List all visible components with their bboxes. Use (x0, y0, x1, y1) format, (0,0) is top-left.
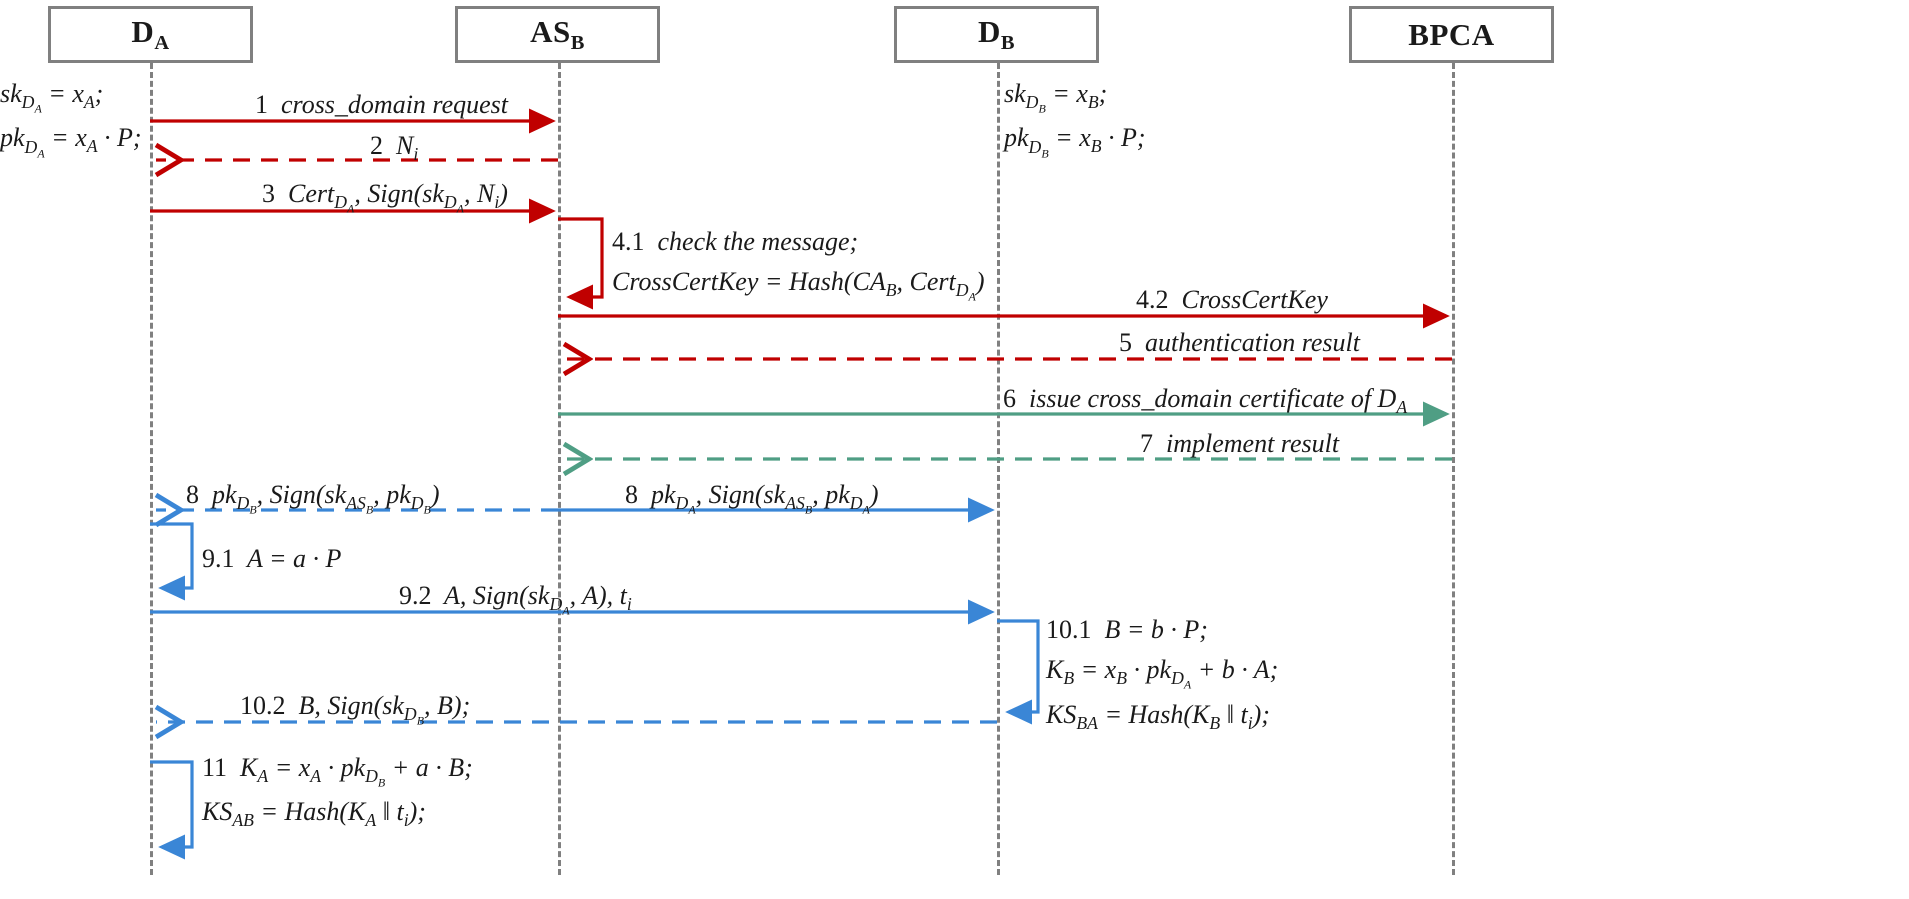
msg-9-2-label: 9.2 A, $Sign(sk_{D_A}$, A), $t_i$ (399, 581, 632, 618)
msg-3-label: 3 Cert$_{D_A}$, $Sign(sk_{D_A}$, $N_i$) (262, 179, 508, 216)
note-da-keys (0, 74, 142, 163)
msg-11-label (202, 748, 473, 835)
msg-10-1-line-2: $K_B = x_B \cdot pk_{D_A} + b \cdot A$; (1046, 655, 1279, 693)
lifeline-bpca (1452, 63, 1455, 875)
note-db-sk: $sk_{D_B} = x_B$; (1004, 79, 1108, 116)
msg-4-1-line-1: 4.1 check the message; (612, 227, 859, 256)
lifeline-asb (558, 63, 561, 875)
note-db-keys (1004, 74, 1146, 163)
lane-header-db (894, 6, 1099, 63)
msg-9-1-label: 9.1 A = a · P (202, 544, 342, 573)
msg-11-line-1: 11 $K_A = x_A \cdot pk_{D_B} + a \cdot B$; (202, 753, 473, 790)
msg-2-label: 2 $N_i$ (370, 131, 419, 165)
msg-10-1-line-1: 10.1 B = b · P; (1046, 615, 1208, 644)
msg-1-label: 1 cross_domain request (255, 90, 509, 119)
msg-8b-label: 8 $pk_{D_A}$, $Sign(sk_{AS_B}$, $pk_{D_A}$) (625, 480, 879, 517)
msg-10-1-label (1046, 610, 1278, 737)
lane-label-bpca: BPCA (1408, 16, 1495, 52)
lane-header-asb (455, 6, 660, 63)
msg-8a-label: 8 $pk_{D_B}$, $Sign(sk_{AS_B}$, $pk_{D_B}$) (186, 480, 440, 517)
msg-7-label: 7 implement result (1140, 429, 1340, 458)
lane-header-bpca (1349, 6, 1554, 63)
msg-10-2-label: 10.2 B, $Sign(sk_{D_B}$, B); (240, 691, 471, 728)
lifeline-db (997, 63, 1000, 875)
msg-11-line-2: $KS_{AB}$ = $Hash(K_A$ ‖ $t_i$); (202, 797, 426, 831)
lane-label-db: $D_B$ (977, 13, 1016, 55)
lane-header-da (48, 6, 253, 63)
msg-4-1-line-2: CrossCertKey = $Hash(CA_B$, Cert$_{D_A}$) (612, 267, 985, 305)
msg-6-label: 6 issue cross_domain certificate of $D_A$ (1003, 384, 1408, 418)
note-da-sk: $sk_{D_A} = x_A$; (0, 79, 104, 116)
msg-5-label: 5 authentication result (1119, 328, 1360, 357)
lane-label-da: $D_A$ (131, 13, 170, 55)
note-da-pk: $pk_{D_A} = x_A \cdot P$; (0, 123, 142, 161)
msg-10-1-line-3: $KS_{BA}$ = $Hash(K_B$ ‖ $t_i$); (1046, 699, 1270, 733)
lifeline-da (150, 63, 153, 875)
msg-4-1-label (612, 222, 985, 307)
note-db-pk: $pk_{D_B} = x_B \cdot P$; (1004, 123, 1146, 161)
msg-4-2-label: 4.2 CrossCertKey (1136, 285, 1328, 314)
lane-label-asb: $AS_B$ (530, 13, 585, 55)
